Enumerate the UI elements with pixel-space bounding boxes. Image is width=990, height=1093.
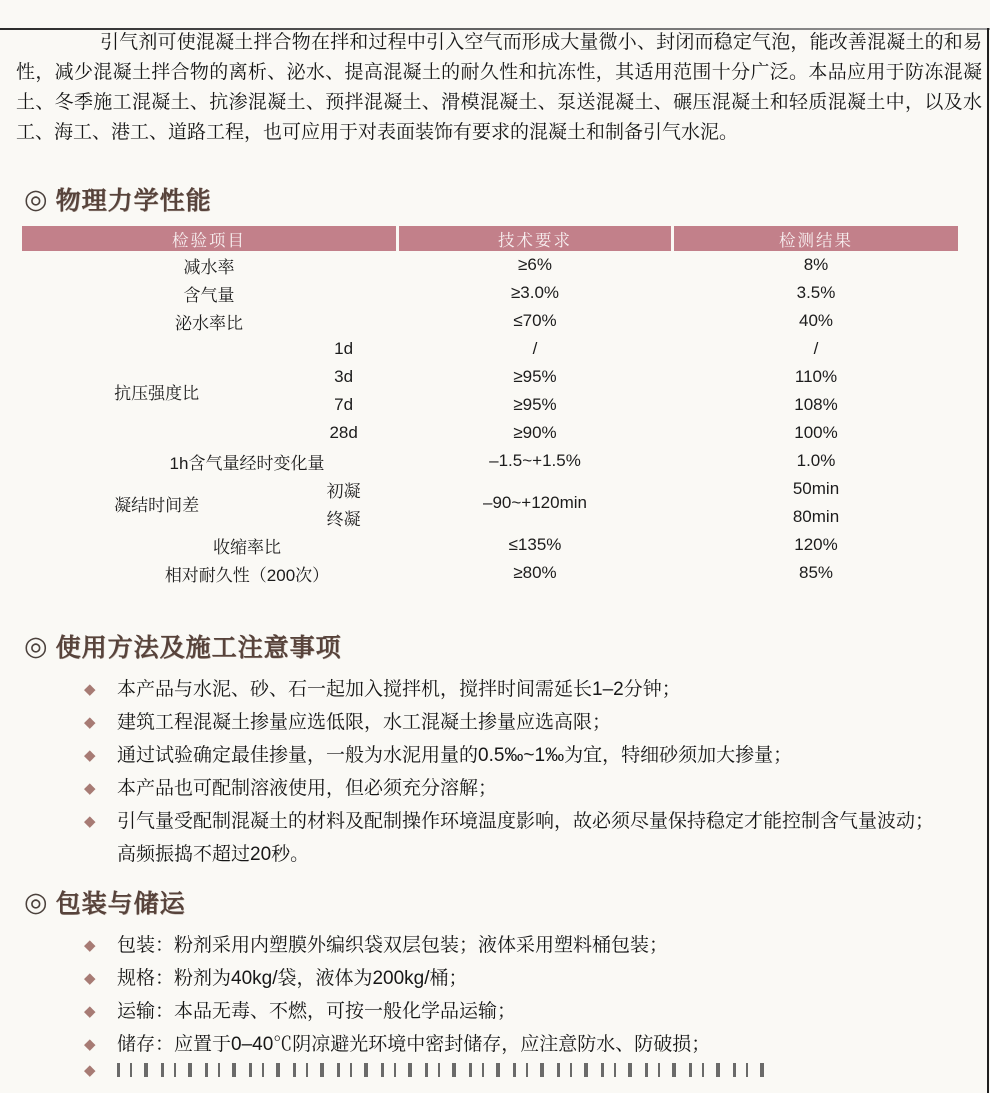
table-row-shrinkage-ratio bbox=[22, 531, 958, 559]
bullet-text: 包装：粉剂采用内塑膜外编织袋双层包装；液体采用塑料桶包装； bbox=[117, 935, 669, 956]
bullet-diamond-icon: ◆ bbox=[84, 937, 96, 954]
bullet-text bbox=[117, 805, 934, 871]
section-marker-icon: ◎ bbox=[24, 887, 48, 917]
truncated-bottom-row bbox=[84, 1061, 990, 1081]
cell-result: 100% bbox=[794, 423, 838, 442]
bullet-diamond-icon: ◆ bbox=[84, 813, 96, 830]
cell-requirement: / bbox=[532, 339, 538, 358]
bullet-text-line1: 引气量受配制混凝土的材料及配制操作环境温度影响，故必须尽量保持稳定才能控制含气量波动； bbox=[117, 811, 935, 832]
cell-result: 120% bbox=[794, 535, 838, 554]
sub-row-age: 28d bbox=[329, 423, 358, 442]
cell-result: 1.0% bbox=[796, 451, 836, 470]
table-group-setting-time bbox=[22, 475, 958, 531]
sub-row-age: 1d bbox=[334, 339, 354, 358]
bullet-diamond-icon: ◆ bbox=[84, 1036, 96, 1053]
bullet-item bbox=[84, 805, 974, 871]
bullet-diamond-icon: ◆ bbox=[84, 1062, 96, 1079]
group-label: 抗压强度比 bbox=[114, 383, 200, 403]
table-group-compressive-strength bbox=[22, 335, 958, 447]
cell-result: 108% bbox=[794, 395, 838, 414]
bullet-item bbox=[84, 706, 974, 739]
bullet-item bbox=[84, 962, 974, 995]
table-row-air-content bbox=[22, 279, 958, 307]
cell-result: 85% bbox=[798, 563, 834, 582]
cell-item: 减水率 bbox=[183, 257, 235, 277]
table-row-air-content-change bbox=[22, 447, 958, 475]
cell-result: 50min bbox=[792, 479, 840, 498]
bullet-diamond-icon: ◆ bbox=[84, 780, 96, 797]
bullet-diamond-icon: ◆ bbox=[84, 681, 96, 698]
bullet-item bbox=[84, 929, 974, 962]
packaging-bullet-list bbox=[84, 929, 974, 1061]
header-cell-item: 检验项目 bbox=[22, 226, 396, 251]
section-heading-packaging bbox=[24, 887, 990, 917]
bullet-text: 建筑工程混凝土掺量应选低限，水工混凝土掺量应选高限； bbox=[117, 712, 612, 733]
table-header-row bbox=[22, 226, 958, 251]
table-row-water-reduction bbox=[22, 251, 958, 279]
usage-bullet-list bbox=[84, 673, 974, 871]
sub-row-phase: 终凝 bbox=[326, 509, 361, 529]
bullet-item bbox=[84, 1028, 974, 1061]
page-root bbox=[0, 28, 990, 1093]
section-marker-icon: ◎ bbox=[24, 631, 48, 661]
sub-row-phase: 初凝 bbox=[326, 481, 361, 501]
cut-off-text-fragment bbox=[117, 1063, 777, 1077]
bullet-text: 通过试验确定最佳掺量，一般为水泥用量的0.5‰~1‰为宜，特细砂须加大掺量； bbox=[117, 745, 793, 766]
bullet-text: 本产品也可配制溶液使用，但必须充分溶解； bbox=[117, 778, 498, 799]
bullet-text: 本产品与水泥、砂、石一起加入搅拌机，搅拌时间需延长1–2分钟； bbox=[117, 679, 681, 700]
header-cell-requirement: 技术要求 bbox=[399, 226, 671, 251]
section-heading-physical bbox=[24, 184, 990, 214]
bullet-diamond-icon: ◆ bbox=[84, 747, 96, 764]
cell-requirement: ≥3.0% bbox=[510, 283, 560, 302]
cell-item: 1h含气量经时变化量 bbox=[169, 453, 325, 473]
bullet-text: 规格：粉剂为40kg/袋，液体为200kg/桶； bbox=[117, 968, 468, 989]
group-label: 凝结时间差 bbox=[114, 495, 200, 515]
cell-item: 泌水率比 bbox=[175, 313, 243, 333]
cell-requirement: ≥95% bbox=[513, 367, 557, 386]
cell-requirement: ≥6% bbox=[518, 255, 552, 274]
cell-result: 40% bbox=[798, 311, 834, 330]
cell-item: 收缩率比 bbox=[213, 537, 281, 557]
bullet-diamond-icon: ◆ bbox=[84, 714, 96, 731]
section-title-packaging: 包装与储运 bbox=[55, 890, 186, 918]
sub-row-age: 3d bbox=[334, 367, 354, 386]
bullet-text-line2: 高频振捣不超过20秒。 bbox=[117, 844, 310, 865]
scan-right-edge-artifact bbox=[987, 28, 989, 1093]
bullet-item bbox=[84, 772, 974, 805]
bullet-diamond-icon: ◆ bbox=[84, 970, 96, 987]
cell-requirement-merged: –90~+120min bbox=[483, 493, 587, 512]
bullet-item bbox=[84, 673, 974, 706]
cell-item: 相对耐久性（200次） bbox=[164, 565, 330, 585]
cell-requirement: ≤135% bbox=[508, 535, 562, 554]
section-title-usage: 使用方法及施工注意事项 bbox=[55, 634, 342, 662]
physical-properties-table bbox=[22, 226, 958, 587]
section-marker-icon: ◎ bbox=[24, 184, 48, 214]
table-row-relative-durability bbox=[22, 559, 958, 587]
cell-result: 110% bbox=[794, 367, 838, 386]
section-title-physical: 物理力学性能 bbox=[55, 187, 212, 215]
section-heading-usage bbox=[24, 631, 990, 661]
header-cell-result: 检测结果 bbox=[674, 226, 958, 251]
bullet-text: 运输：本品无毒、不燃，可按一般化学品运输； bbox=[117, 1001, 517, 1022]
cell-result: / bbox=[813, 339, 819, 358]
intro-paragraph: 引气剂可使混凝土拌合物在拌和过程中引入空气而形成大量微小、封闭而稳定气泡，能改善混凝土的和易性，减少混凝土拌合物的离析、泌水、提高混凝土的耐久性和抗冻性，其适用范围十分广泛。本品应用于防冻混凝土、冬季施工混凝土、抗渗混凝土、预拌混凝土、滑模混凝土、泵送混凝土、碾压混凝土和轻质混凝土中，以及水工、海工、港工、道路工程，也可应用于对表面装饰有要求的混凝土和制备引气水泥。 bbox=[16, 32, 982, 143]
cell-requirement: ≥80% bbox=[513, 563, 557, 582]
cell-requirement: ≥95% bbox=[513, 395, 557, 414]
scan-top-edge-artifact bbox=[0, 28, 990, 30]
bullet-diamond-icon: ◆ bbox=[84, 1003, 96, 1020]
cell-result: 3.5% bbox=[796, 283, 836, 302]
cell-requirement: ≥90% bbox=[513, 423, 557, 442]
bullet-item bbox=[84, 739, 974, 772]
table-row-bleeding-ratio bbox=[22, 307, 958, 335]
cell-requirement: –1.5~+1.5% bbox=[489, 451, 581, 470]
bullet-text: 储存：应置于0–40℃阴凉避光环境中密封储存，应注意防水、防破损； bbox=[117, 1034, 711, 1055]
sub-row-age: 7d bbox=[334, 395, 354, 414]
cell-result: 80min bbox=[792, 507, 840, 526]
cell-item: 含气量 bbox=[183, 285, 235, 305]
cell-result: 8% bbox=[803, 255, 829, 274]
bullet-item bbox=[84, 995, 974, 1028]
cell-requirement: ≤70% bbox=[513, 311, 557, 330]
